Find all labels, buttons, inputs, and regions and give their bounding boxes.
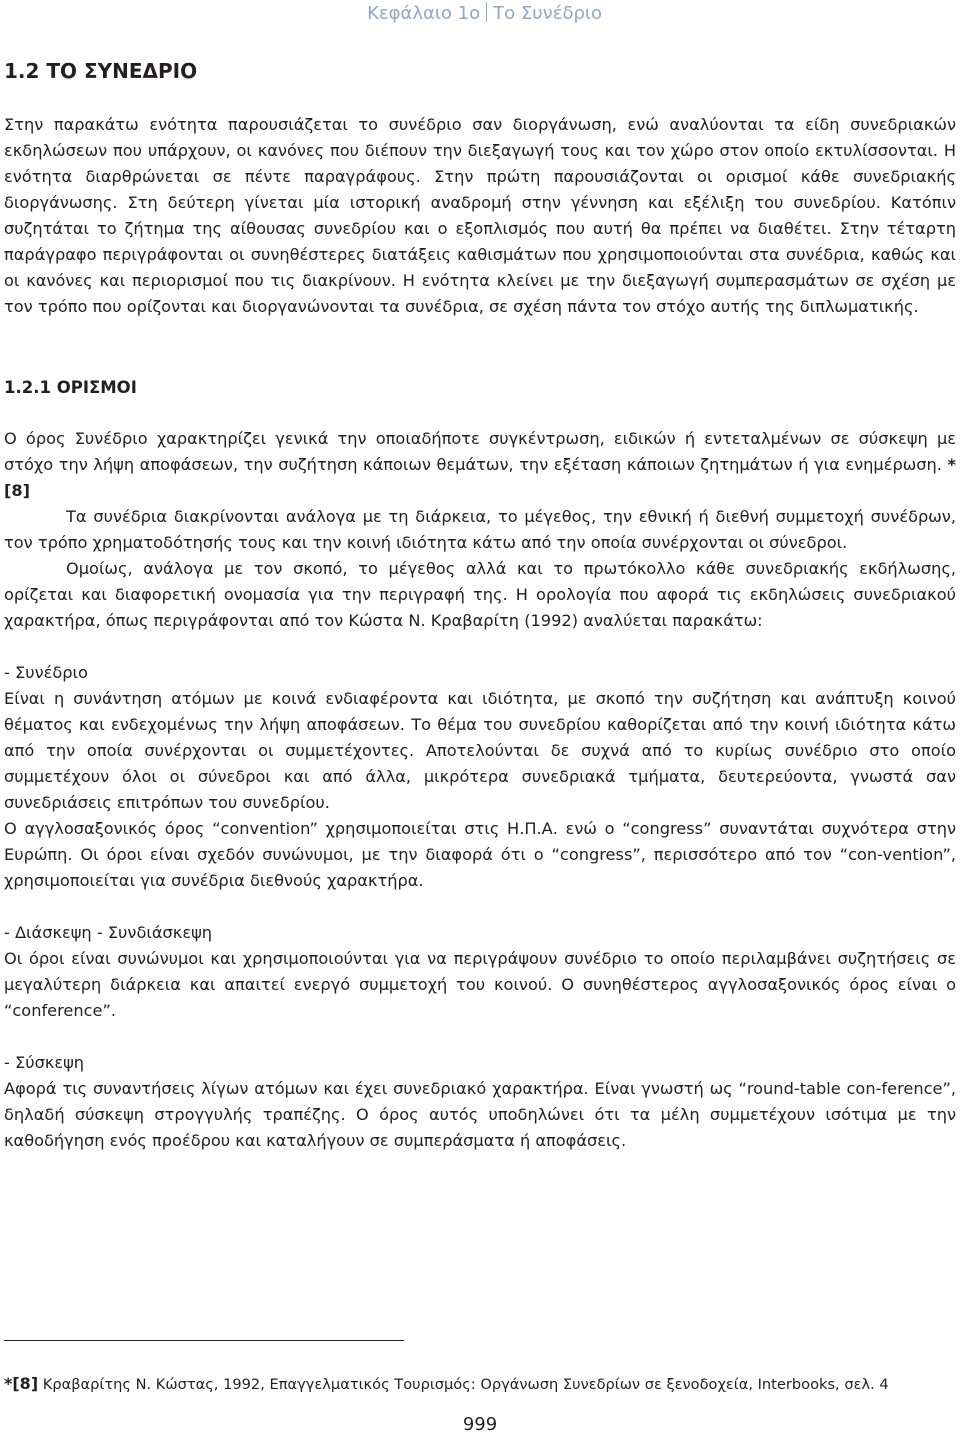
header-divider	[486, 2, 487, 22]
footnote-text: Κραβαρίτης Ν. Κώστας, 1992, Επαγγελματικός Τουρισμός: Οργάνωση Συνεδρίων σε ξενοδοχεία, Interbooks, σελ. 4	[42, 1376, 889, 1393]
term-heading-syskepsi: - Σύσκεψη	[4, 1053, 85, 1072]
term-paragraph: Οι όροι είναι συνώνυμοι και χρησιμοποιούνται για να περιγράψουν συνέδριο το οποίο περιλαμβάνει συζητήσεις σε μεγαλύτερη διάρκεια και απαιτεί ενεργό συμμετοχή του κοινού. Ο συνηθέστερος αγγλοσαξονικός όρος είναι ο “conference”.	[4, 949, 956, 1020]
definition-paragraph-1	[4, 426, 956, 504]
term-heading-synedrio: - Συνέδριο	[4, 663, 88, 682]
term-paragraph: Είναι η συνάντηση ατόμων με κοινά ενδιαφέροντα και ιδιότητα, με σκοπό την συζήτηση και ανάπτυξη κοινού θέματος και ενδεχομένως την λήψη αποφάσεων. Το θέμα του συνεδρίου καθορίζεται από την κοινή ιδιότητα κάτω από την οποία συνέρχονται οι συμμετέχοντες. Αποτελούνται δε συχνά από το κυρίως συνέδριο στο οποίο συμμετέχουν όλοι οι σύνεδροι και από άλλα, μικρότερα συνεδριακά τμήματα, δευτερεύοντα, γνωστά σαν συνεδριάσεις επιτρόπων του συνεδρίου.	[4, 689, 956, 812]
header-section: Το Συνέδριο	[493, 3, 602, 24]
definition-paragraph-2: Τα συνέδρια διακρίνονται ανάλογα με τη διάρκεια, το μέγεθος, την εθνική ή διεθνή συμμετοχή συνέδρων, τον τρόπο χρηματοδότησής τους και την κοινή ιδιότητα κάτω από την οποία συνέρχονται οι σύνεδροι.	[4, 507, 956, 552]
footnote-divider	[4, 1340, 404, 1341]
running-header	[367, 2, 602, 24]
term-paragraph: Αφορά τις συναντήσεις λίγων ατόμων και έχει συνεδριακό χαρακτήρα. Είναι γνωστή ως “round-table con-ference”, δηλαδή σύσκεψη στρογγυλής τραπέζης. Ο όρος αυτός υποδηλώνει ότι τα μέλη συμμετέχουν ισότιμα με την καθοδήγηση ενός προέδρου και καταλήγουν σε συμπεράσματα ή αποφάσεις.	[4, 1079, 956, 1150]
term-paragraph: Ο αγγλοσαξονικός όρος “convention” χρησιμοποιείται στις Η.Π.Α. ενώ ο “congress” συναντάται συχνότερα στην Ευρώπη. Οι όροι είναι σχεδόν συνώνυμοι, με την διαφορά ότι ο “congress”, περισσότερο από τον “con-vention”, χρησιμοποιείται για συνέδρια διεθνούς χαρακτήρα.	[4, 819, 956, 890]
intro-paragraph: Στην παρακάτω ενότητα παρουσιάζεται το συνέδριο σαν διοργάνωση, ενώ αναλύονται τα είδη συνεδριακών εκδηλώσεων που υπάρχουν, οι κανόνες που διέπουν την διεξαγωγή τους και τον χώρο στον οποίο εκτυλίσσονται. Η ενότητα διαρθρώνεται σε πέντε παραγράφους. Στην πρώτη παρουσιάζονται οι ορισμοί κάθε συνεδριακής διοργάνωσης. Στη δεύτερη γίνεται μία ιστορική αναδρομή στην γέννηση και εξέλιξη του συνεδρίου. Κατόπιν συζητάται το ζήτημα της αίθουσας συνεδρίου και ο εξοπλισμός που αυτή θα πρέπει να διαθέτει. Στην τέταρτη παράγραφο περιγράφονται οι συνηθέστερες διατάξεις καθισμάτων που χρησιμοποιούνται στα συνέδρια, καθώς και οι κανόνες και περιορισμοί που τις διακρίνουν. Η ενότητα κλείνει με την διεξαγωγή συμπερασμάτων σε σχέση με τον τρόπο που ορίζονται και διοργανώνονται τα συνέδρια, σε σχέση πάντα τον στόχο αυτής της διπλωματικής.	[4, 115, 956, 316]
header-chapter: Κεφάλαιο 1ο	[367, 3, 481, 24]
footnote-ref: *[8]	[4, 1374, 39, 1393]
definition-paragraph-3: Ομοίως, ανάλογα με τον σκοπό, το μέγεθος αλλά και το πρωτόκολλο κάθε συνεδριακής εκδήλωσης, ορίζεται και διαφορετική ονομασία για την περιγραφή της. Η ορολογία που αφορά τις εκδηλώσεις συνεδριακού χαρακτήρα, όπως περιγράφονται από τον Κώστα Ν. Κραβαρίτη (1992) αναλύεται παρακάτω:	[4, 559, 956, 630]
subsection-title: 1.2.1 ΟΡΙΣΜΟΙ	[4, 378, 137, 397]
definition-text: Ο όρος Συνέδριο χαρακτηρίζει γενικά την οποιαδήποτε συγκέντρωση, ειδικών ή εντεταλμένων σε σύσκεψη με στόχο την λήψη αποφάσεων, την συζήτηση κάποιων θεμάτων, την εξέταση κάποιων ζητημάτων ή για ενημέρωση.	[4, 429, 956, 474]
page-number: 999	[462, 1414, 498, 1435]
definitions-block	[4, 426, 956, 1154]
term-heading-diaskepsi: - Διάσκεψη - Συνδιάσκεψη	[4, 923, 213, 942]
citation-ref: *[8]	[4, 455, 956, 500]
footnote	[4, 1374, 889, 1393]
section-title: 1.2 ΤΟ ΣΥΝΕΔΡΙΟ	[4, 59, 198, 83]
